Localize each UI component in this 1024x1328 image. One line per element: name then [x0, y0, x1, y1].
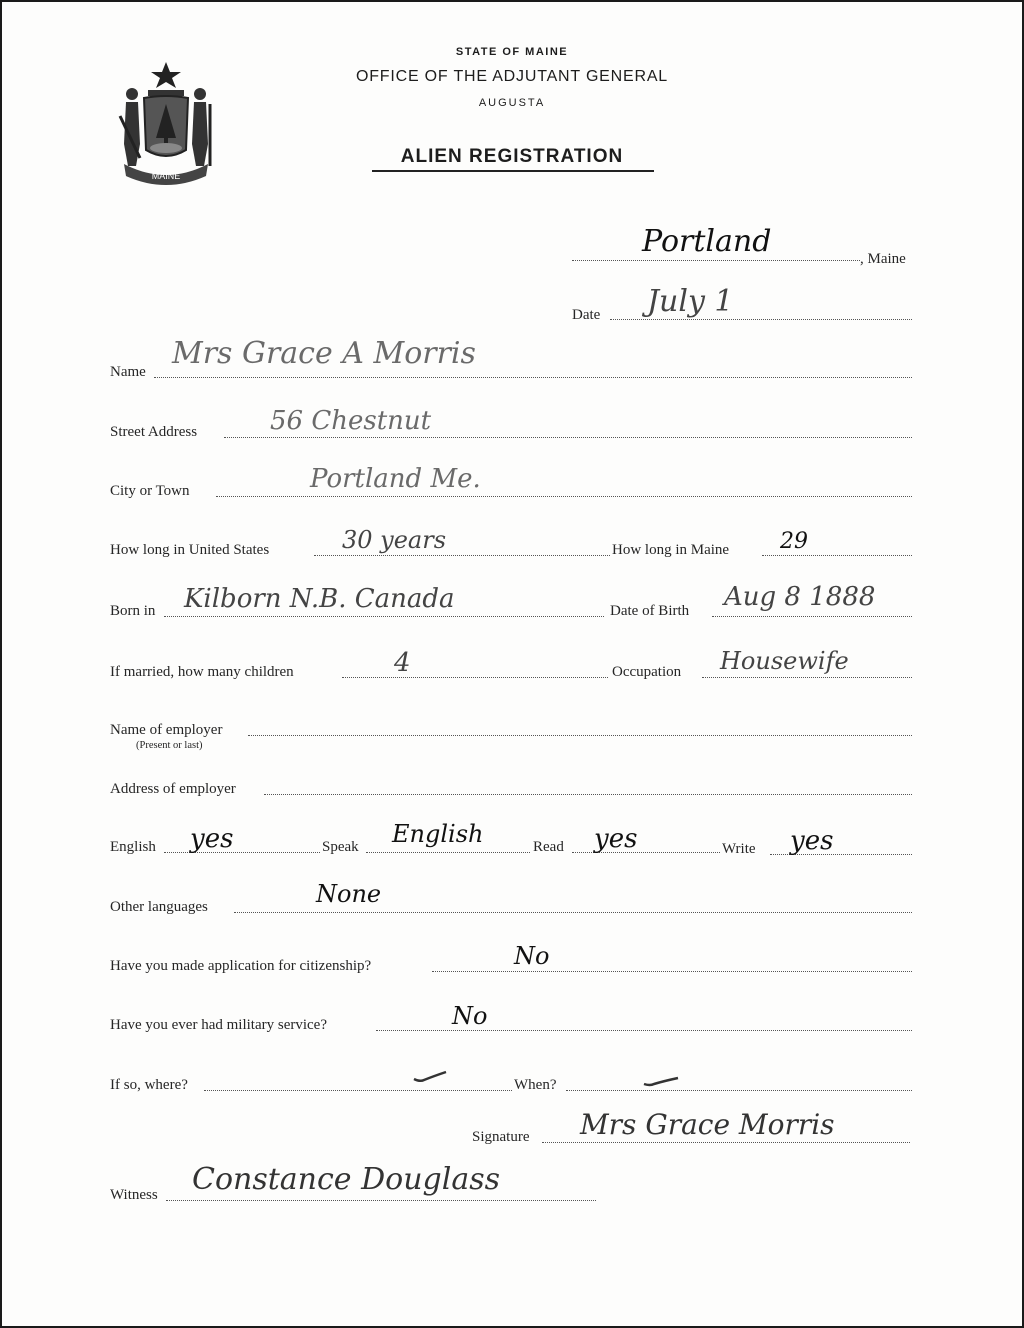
- city-or-town-field: [216, 496, 912, 497]
- street-address-value: 56 Chestnut: [270, 406, 432, 436]
- employer-name-note: (Present or last): [136, 740, 203, 751]
- employer-address-field: [264, 794, 912, 795]
- other-languages-label: Other languages: [110, 899, 208, 915]
- if-where-label: If so, where?: [110, 1077, 188, 1093]
- street-address-field: [224, 437, 912, 438]
- how-long-maine-value: 29: [780, 529, 808, 554]
- witness-value: Constance Douglass: [192, 1162, 500, 1197]
- title-underline: [372, 170, 654, 172]
- other-languages-field: [234, 912, 912, 913]
- occupation-value: Housewife: [720, 647, 849, 675]
- signature-label: Signature: [472, 1129, 530, 1145]
- witness-label: Witness: [110, 1187, 158, 1203]
- english-label: English: [110, 839, 156, 855]
- military-field: [376, 1030, 912, 1031]
- employer-name-label: Name of employer: [110, 722, 223, 738]
- military-label: Have you ever had military service?: [110, 1017, 327, 1033]
- name-label: Name: [110, 364, 146, 380]
- occupation-label: Occupation: [612, 664, 682, 680]
- born-in-label: Born in: [110, 603, 156, 619]
- military-value: No: [452, 1002, 488, 1030]
- read-label: Read: [533, 839, 564, 855]
- street-address-label: Street Address: [110, 424, 198, 440]
- city-heading: AUGUSTA: [478, 97, 546, 109]
- date-value: July 1: [647, 284, 734, 319]
- signature-field: [542, 1142, 910, 1143]
- state-heading: STATE OF MAINE: [455, 46, 569, 58]
- other-languages-value: None: [316, 880, 382, 908]
- citizenship-field: [432, 971, 912, 972]
- citizenship-value: No: [514, 942, 550, 970]
- city-or-town-label: City or Town: [110, 483, 190, 499]
- born-in-field: [164, 616, 604, 617]
- how-long-us-field: [314, 555, 610, 556]
- occupation-field: [702, 677, 912, 678]
- name-value: Mrs Grace A Morris: [172, 336, 476, 371]
- name-field: [154, 377, 912, 378]
- place-field: [572, 260, 860, 261]
- city-or-town-value: Portland Me.: [310, 464, 481, 494]
- maine-state-seal-icon: [110, 58, 222, 186]
- seal-banner-text: MAINE: [151, 171, 181, 181]
- place-value: Portland: [642, 224, 772, 259]
- children-value: 4: [394, 648, 411, 678]
- speak-label: Speak: [322, 839, 359, 855]
- signature-value: Mrs Grace Morris: [580, 1108, 835, 1141]
- check-mark-icon: [412, 1070, 448, 1084]
- children-label: If married, how many children: [110, 664, 294, 680]
- citizenship-label: Have you made application for citizenship?: [110, 958, 372, 974]
- when-label: When?: [514, 1077, 557, 1093]
- how-long-maine-field: [762, 555, 912, 556]
- date-of-birth-value: Aug 8 1888: [724, 582, 876, 612]
- if-where-field: [204, 1090, 512, 1091]
- speak-value: English: [392, 820, 484, 848]
- date-label: Date: [572, 307, 601, 323]
- date-field: [610, 319, 912, 320]
- date-of-birth-label: Date of Birth: [610, 603, 690, 619]
- english-field: [164, 852, 320, 853]
- form-title: ALIEN REGISTRATION: [400, 146, 624, 167]
- born-in-value: Kilborn N.B. Canada: [184, 584, 455, 614]
- employer-address-label: Address of employer: [110, 781, 236, 797]
- maine-label: , Maine: [860, 251, 906, 267]
- check-mark-icon: [642, 1074, 680, 1088]
- write-label: Write: [722, 841, 756, 857]
- write-value: yes: [790, 826, 834, 856]
- office-heading: OFFICE OF THE ADJUTANT GENERAL: [355, 68, 669, 85]
- how-long-us-label: How long in United States: [110, 542, 270, 558]
- how-long-us-value: 30 years: [342, 526, 447, 554]
- how-long-maine-label: How long in Maine: [612, 542, 730, 558]
- date-of-birth-field: [712, 616, 912, 617]
- when-field: [566, 1090, 912, 1091]
- employer-name-field: [248, 735, 912, 736]
- children-field: [342, 677, 608, 678]
- witness-field: [166, 1200, 596, 1201]
- speak-field: [366, 852, 530, 853]
- read-value: yes: [594, 824, 638, 854]
- english-value: yes: [190, 824, 234, 854]
